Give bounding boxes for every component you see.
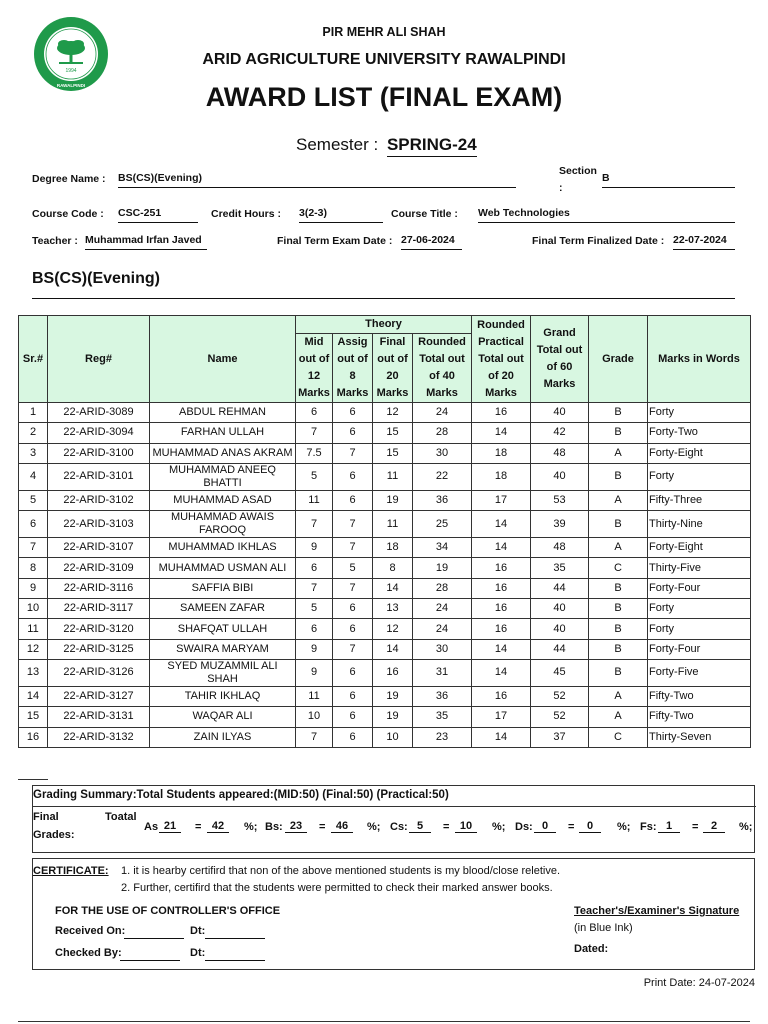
header-theory: Theory [296, 316, 472, 334]
cell-reg: 22-ARID-3089 [48, 403, 150, 423]
cell-grand-total: 52 [531, 686, 589, 706]
cell-grade: B [589, 423, 648, 443]
cell-rounded-total: 28 [413, 423, 472, 443]
cell-marks-in-words: Forty [648, 599, 751, 619]
table-row [19, 403, 751, 423]
cell-mid: 6 [296, 403, 333, 423]
header-assig: Assig out of 8 Marks [333, 334, 373, 403]
table-row [19, 443, 751, 463]
finalized-date-value: 22-07-2024 [673, 234, 735, 250]
grade-d-percent: 0 [579, 820, 601, 833]
cell-reg: 22-ARID-3132 [48, 727, 150, 747]
cell-marks-in-words: Forty-Two [648, 423, 751, 443]
signature-ink-note: (in Blue Ink) [574, 922, 633, 934]
cell-assig: 6 [333, 599, 373, 619]
cell-assig: 6 [333, 619, 373, 639]
table-row [19, 463, 751, 490]
cell-grade: C [589, 727, 648, 747]
checked-by-line [120, 960, 180, 961]
table-row [19, 511, 751, 538]
cell-name: FARHAN ULLAH [150, 423, 296, 443]
cell-final: 16 [373, 659, 413, 686]
program-title-rule [32, 298, 735, 299]
grade-a-label: As [144, 821, 159, 833]
controller-office-title: FOR THE USE OF CONTROLLER'S OFFICE [55, 905, 281, 917]
cell-reg: 22-ARID-3094 [48, 423, 150, 443]
cell-reg: 22-ARID-3131 [48, 707, 150, 727]
grade-a-equals: = [195, 821, 202, 833]
university-name-line2: ARID AGRICULTURE UNIVERSITY RAWALPINDI [202, 51, 566, 68]
section-colon: : [559, 182, 563, 194]
cell-assig: 7 [333, 538, 373, 558]
grade-c-percent: 10 [455, 820, 477, 833]
cell-final: 12 [373, 403, 413, 423]
cell-marks-in-words: Fifty-Two [648, 707, 751, 727]
cell-practical: 17 [472, 707, 531, 727]
final-exam-date-value: 27-06-2024 [401, 234, 462, 250]
header-name: Name [150, 316, 296, 403]
semester-label: Semester : [296, 135, 379, 154]
cell-final: 10 [373, 727, 413, 747]
cell-assig: 7 [333, 443, 373, 463]
header-reg: Reg# [48, 316, 150, 403]
grade-b-label: Bs: [265, 821, 283, 833]
header-marks-in-words: Marks in Words [648, 316, 751, 403]
cell-grand-total: 40 [531, 463, 589, 490]
cell-sr: 15 [19, 707, 48, 727]
degree-label: Degree Name : [32, 173, 106, 185]
cell-grade: B [589, 619, 648, 639]
cell-practical: 14 [472, 423, 531, 443]
final-label: Final [33, 811, 59, 823]
cell-assig: 6 [333, 423, 373, 443]
cell-practical: 14 [472, 511, 531, 538]
cell-practical: 17 [472, 490, 531, 510]
cell-final: 15 [373, 423, 413, 443]
cell-grade: A [589, 443, 648, 463]
cell-final: 19 [373, 686, 413, 706]
grade-d-count: 0 [534, 820, 556, 833]
cell-assig: 6 [333, 707, 373, 727]
degree-value: BS(CS)(Evening) [118, 172, 516, 188]
cell-name: SHAFQAT ULLAH [150, 619, 296, 639]
table-row [19, 599, 751, 619]
grade-b-count: 23 [285, 820, 307, 833]
grade-c-count: 5 [409, 820, 431, 833]
cell-sr: 4 [19, 463, 48, 490]
cell-grand-total: 35 [531, 558, 589, 578]
table-end-rule [18, 779, 48, 780]
cell-practical: 16 [472, 599, 531, 619]
received-dt-line [205, 938, 265, 939]
grade-b-percent: 46 [331, 820, 353, 833]
cell-mid: 6 [296, 619, 333, 639]
received-on-line [124, 938, 184, 939]
cell-assig: 6 [333, 686, 373, 706]
cell-marks-in-words: Thirty-Five [648, 558, 751, 578]
semester-value: SPRING-24 [387, 135, 477, 157]
cell-grand-total: 40 [531, 403, 589, 423]
cell-marks-in-words: Forty-Four [648, 578, 751, 598]
cell-rounded-total: 30 [413, 639, 472, 659]
cell-final: 14 [373, 578, 413, 598]
total-label: Toatal [105, 811, 137, 823]
cell-grand-total: 52 [531, 707, 589, 727]
cell-final: 15 [373, 443, 413, 463]
cell-reg: 22-ARID-3101 [48, 463, 150, 490]
cell-mid: 10 [296, 707, 333, 727]
cell-assig: 6 [333, 403, 373, 423]
grade-f-sep: %; [739, 821, 753, 833]
cell-marks-in-words: Thirty-Nine [648, 511, 751, 538]
grade-f-equals: = [692, 821, 699, 833]
grade-a-sep: %; [244, 821, 258, 833]
cell-name: ZAIN ILYAS [150, 727, 296, 747]
program-title: BS(CS)(Evening) [32, 270, 160, 287]
table-row [19, 538, 751, 558]
grading-summary-rule [33, 806, 756, 807]
credit-hours-value: 3(2-3) [299, 207, 383, 223]
cell-rounded-total: 24 [413, 403, 472, 423]
table-row [19, 686, 751, 706]
cell-rounded-total: 35 [413, 707, 472, 727]
cell-grand-total: 48 [531, 443, 589, 463]
table-row [19, 578, 751, 598]
grades-label: Grades: [33, 829, 75, 841]
cell-grand-total: 39 [531, 511, 589, 538]
cell-reg: 22-ARID-3116 [48, 578, 150, 598]
cell-grand-total: 44 [531, 578, 589, 598]
cell-name: MUHAMMAD IKHLAS [150, 538, 296, 558]
cell-sr: 12 [19, 639, 48, 659]
cell-mid: 5 [296, 599, 333, 619]
signature-dated-label: Dated: [574, 943, 609, 955]
header-grand-total: Grand Total out of 60 Marks [531, 316, 589, 403]
cell-sr: 1 [19, 403, 48, 423]
cell-mid: 11 [296, 686, 333, 706]
grade-b-equals: = [319, 821, 326, 833]
cell-grade: B [589, 511, 648, 538]
cell-assig: 6 [333, 727, 373, 747]
course-title-value: Web Technologies [478, 207, 735, 223]
header-grade: Grade [589, 316, 648, 403]
table-row [19, 639, 751, 659]
teacher-value: Muhammad Irfan Javed [85, 234, 207, 250]
cell-reg: 22-ARID-3127 [48, 686, 150, 706]
cell-practical: 16 [472, 403, 531, 423]
cell-grade: B [589, 659, 648, 686]
cell-reg: 22-ARID-3102 [48, 490, 150, 510]
cell-practical: 16 [472, 578, 531, 598]
cell-rounded-total: 19 [413, 558, 472, 578]
logo-city: RAWALPINDI [56, 83, 86, 88]
cell-reg: 22-ARID-3120 [48, 619, 150, 639]
cell-name: WAQAR ALI [150, 707, 296, 727]
cell-sr: 14 [19, 686, 48, 706]
cell-name: MUHAMMAD ASAD [150, 490, 296, 510]
cell-name: MUHAMMAD ANAS AKRAM [150, 443, 296, 463]
cell-assig: 7 [333, 639, 373, 659]
cell-marks-in-words: Forty-Five [648, 659, 751, 686]
cell-practical: 14 [472, 538, 531, 558]
cell-grade: B [589, 578, 648, 598]
cell-marks-in-words: Forty-Four [648, 639, 751, 659]
cell-sr: 2 [19, 423, 48, 443]
cell-grade: C [589, 558, 648, 578]
cell-rounded-total: 24 [413, 619, 472, 639]
cell-rounded-total: 30 [413, 443, 472, 463]
cell-assig: 6 [333, 463, 373, 490]
table-row [19, 558, 751, 578]
cell-name: SAFFIA BIBI [150, 578, 296, 598]
header-rounded-total: Rounded Total out of 40 Marks [413, 334, 472, 403]
cell-name: SAMEEN ZAFAR [150, 599, 296, 619]
cell-marks-in-words: Forty [648, 619, 751, 639]
cell-marks-in-words: Forty [648, 403, 751, 423]
cell-grade: A [589, 686, 648, 706]
grade-c-sep: %; [492, 821, 506, 833]
course-code-label: Course Code : [32, 208, 104, 220]
print-date: Print Date: 24-07-2024 [643, 977, 755, 989]
section-value: B [602, 172, 735, 188]
header-final: Final out of 20 Marks [373, 334, 413, 403]
cell-grand-total: 53 [531, 490, 589, 510]
award-table [18, 315, 751, 748]
award-table-body [19, 403, 751, 748]
cell-grand-total: 37 [531, 727, 589, 747]
cell-name: TAHIR IKHLAQ [150, 686, 296, 706]
cell-rounded-total: 25 [413, 511, 472, 538]
document-title: AWARD LIST (FINAL EXAM) [205, 82, 563, 112]
cell-grand-total: 48 [531, 538, 589, 558]
logo-year: 1994 [65, 68, 77, 74]
cell-sr: 10 [19, 599, 48, 619]
cell-sr: 5 [19, 490, 48, 510]
cell-final: 14 [373, 639, 413, 659]
cell-marks-in-words: Fifty-Three [648, 490, 751, 510]
cell-rounded-total: 34 [413, 538, 472, 558]
cell-rounded-total: 23 [413, 727, 472, 747]
cell-marks-in-words: Forty-Eight [648, 443, 751, 463]
cell-name: ABDUL REHMAN [150, 403, 296, 423]
cell-mid: 11 [296, 490, 333, 510]
grade-f-label: Fs: [640, 821, 657, 833]
cell-assig: 6 [333, 490, 373, 510]
cell-rounded-total: 28 [413, 578, 472, 598]
cell-marks-in-words: Fifty-Two [648, 686, 751, 706]
cell-grand-total: 45 [531, 659, 589, 686]
table-row [19, 619, 751, 639]
cell-mid: 9 [296, 639, 333, 659]
cell-grand-total: 40 [531, 619, 589, 639]
cell-mid: 6 [296, 558, 333, 578]
semester [296, 135, 477, 155]
cell-mid: 7 [296, 423, 333, 443]
grade-c-label: Cs: [390, 821, 408, 833]
header-mid: Mid out of 12 Marks [296, 334, 333, 403]
cell-sr: 16 [19, 727, 48, 747]
teacher-label: Teacher : [32, 235, 78, 247]
cell-assig: 6 [333, 659, 373, 686]
cell-practical: 16 [472, 619, 531, 639]
table-row [19, 490, 751, 510]
cell-name: SWAIRA MARYAM [150, 639, 296, 659]
cell-rounded-total: 31 [413, 659, 472, 686]
cell-reg: 22-ARID-3103 [48, 511, 150, 538]
cell-final: 12 [373, 619, 413, 639]
table-row [19, 423, 751, 443]
cell-practical: 14 [472, 727, 531, 747]
grade-d-label: Ds: [515, 821, 533, 833]
cell-mid: 7.5 [296, 443, 333, 463]
cell-sr: 7 [19, 538, 48, 558]
table-row [19, 707, 751, 727]
course-code-value: CSC-251 [118, 207, 198, 223]
cell-marks-in-words: Forty [648, 463, 751, 490]
course-title-label: Course Title : [391, 208, 458, 220]
cell-grade: B [589, 599, 648, 619]
university-name-line1: PIR MEHR ALI SHAH [322, 25, 446, 39]
grade-f-count: 1 [658, 820, 680, 833]
received-on-label: Received On: [55, 925, 126, 937]
cell-name: MUHAMMAD AWAIS FAROOQ [150, 511, 296, 538]
cell-final: 18 [373, 538, 413, 558]
grade-a-count: 21 [159, 820, 181, 833]
cell-name: MUHAMMAD ANEEQ BHATTI [150, 463, 296, 490]
cell-final: 8 [373, 558, 413, 578]
cell-mid: 5 [296, 463, 333, 490]
cell-practical: 14 [472, 659, 531, 686]
cell-sr: 13 [19, 659, 48, 686]
checked-dt-line [205, 960, 265, 961]
cell-name: MUHAMMAD USMAN ALI [150, 558, 296, 578]
grade-b-sep: %; [367, 821, 381, 833]
cell-grade: B [589, 403, 648, 423]
cell-grade: B [589, 639, 648, 659]
cell-sr: 3 [19, 443, 48, 463]
checked-by-label: Checked By: [55, 947, 122, 959]
cell-final: 11 [373, 511, 413, 538]
table-row [19, 727, 751, 747]
header-practical: Rounded Practical Total out of 20 Marks [472, 316, 531, 403]
cell-final: 13 [373, 599, 413, 619]
cell-practical: 18 [472, 443, 531, 463]
cell-final: 11 [373, 463, 413, 490]
cell-assig: 7 [333, 511, 373, 538]
certificate-line-1: 1. it is hearby certifird that non of the above mentioned students is my blood/close reletive. [121, 865, 561, 877]
certificate-box [32, 858, 755, 970]
grading-summary-box [32, 785, 755, 853]
cell-mid: 9 [296, 538, 333, 558]
cell-practical: 16 [472, 558, 531, 578]
cell-mid: 9 [296, 659, 333, 686]
grade-d-equals: = [568, 821, 575, 833]
grade-d-sep: %; [617, 821, 631, 833]
cell-assig: 7 [333, 578, 373, 598]
table-row [19, 659, 751, 686]
header-sr: Sr.# [19, 316, 48, 403]
certificate-label: CERTIFICATE: [33, 865, 109, 877]
cell-rounded-total: 36 [413, 686, 472, 706]
cell-final: 19 [373, 490, 413, 510]
cell-practical: 14 [472, 639, 531, 659]
final-exam-date-label: Final Term Exam Date : [277, 235, 393, 247]
cell-reg: 22-ARID-3107 [48, 538, 150, 558]
cell-mid: 7 [296, 727, 333, 747]
cell-marks-in-words: Forty-Eight [648, 538, 751, 558]
cell-rounded-total: 36 [413, 490, 472, 510]
cell-final: 19 [373, 707, 413, 727]
grade-f-percent: 2 [703, 820, 725, 833]
cell-rounded-total: 22 [413, 463, 472, 490]
checked-dt-label: Dt: [190, 947, 206, 959]
cell-grand-total: 42 [531, 423, 589, 443]
signature-title: Teacher's/Examiner's Signature [574, 905, 740, 917]
cell-sr: 6 [19, 511, 48, 538]
cell-mid: 7 [296, 578, 333, 598]
cell-grade: A [589, 538, 648, 558]
cell-mid: 7 [296, 511, 333, 538]
cell-name: SYED MUZAMMIL ALI SHAH [150, 659, 296, 686]
cell-reg: 22-ARID-3126 [48, 659, 150, 686]
cell-grand-total: 44 [531, 639, 589, 659]
cell-reg: 22-ARID-3125 [48, 639, 150, 659]
cell-sr: 9 [19, 578, 48, 598]
grading-summary-text: Grading Summary:Total Students appeared:(MID:50) (Final:50) (Practical:50) [33, 789, 449, 801]
grade-c-equals: = [443, 821, 450, 833]
cell-marks-in-words: Thirty-Seven [648, 727, 751, 747]
cell-grade: B [589, 463, 648, 490]
received-dt-label: Dt: [190, 925, 206, 937]
cell-reg: 22-ARID-3100 [48, 443, 150, 463]
cell-reg: 22-ARID-3109 [48, 558, 150, 578]
credit-hours-label: Credit Hours : [211, 208, 282, 220]
page-bottom-rule [18, 1021, 750, 1022]
cell-rounded-total: 24 [413, 599, 472, 619]
cell-grade: A [589, 707, 648, 727]
finalized-date-label: Final Term Finalized Date : [532, 235, 665, 247]
section-label: Section [559, 165, 597, 177]
cell-reg: 22-ARID-3117 [48, 599, 150, 619]
cell-grade: A [589, 490, 648, 510]
cell-practical: 18 [472, 463, 531, 490]
certificate-line-2: 2. Further, certifird that the students were permitted to check their marked answer books. [121, 882, 553, 894]
cell-grand-total: 40 [531, 599, 589, 619]
cell-sr: 8 [19, 558, 48, 578]
cell-assig: 5 [333, 558, 373, 578]
cell-practical: 16 [472, 686, 531, 706]
cell-sr: 11 [19, 619, 48, 639]
grade-a-percent: 42 [207, 820, 229, 833]
